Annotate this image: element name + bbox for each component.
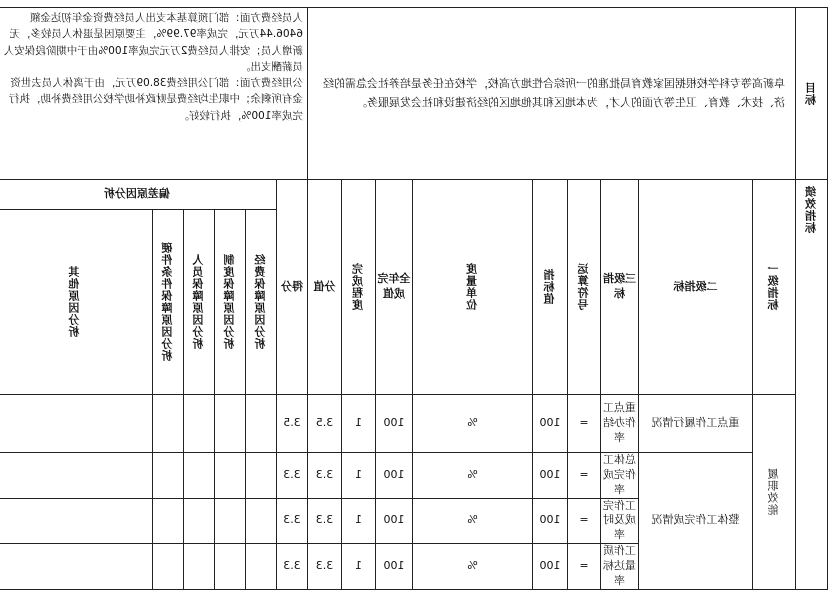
header-level2: 二级指标 xyxy=(639,180,753,395)
goal-row xyxy=(0,8,828,180)
dev-other-cell xyxy=(0,498,152,544)
dev-hardware-cell xyxy=(152,498,183,544)
dev-hardware-cell xyxy=(152,544,183,590)
actual-cell: 100 xyxy=(376,453,413,499)
table-row xyxy=(0,453,828,499)
dev-hardware-cell xyxy=(152,453,183,499)
dev-system-cell xyxy=(214,453,245,499)
level3-cell: 总体工作完成率 xyxy=(601,453,639,499)
dev-hardware-cell xyxy=(152,395,183,453)
unit-cell: % xyxy=(413,453,533,499)
weight-cell: 3.3 xyxy=(307,453,341,499)
goal-text: 阜新高等专科学校根据国家教育局批准的一所综合性地方高校，学校在任务是培养社会急需的经济、技术、教育、卫生等方面的人才，为本地区和其他地区的经济建设和社会发展服务。 xyxy=(307,8,795,180)
header-completion: 完成程度 xyxy=(342,180,376,395)
header-score: 得分 xyxy=(276,180,307,395)
dev-funding-cell xyxy=(245,544,276,590)
level3-cell: 工作完成及时率 xyxy=(601,498,639,544)
level1-cell: 履职效能 xyxy=(753,395,796,590)
header-target: 指标值 xyxy=(533,180,568,395)
completion-cell: 1 xyxy=(342,498,376,544)
dev-personnel-cell xyxy=(183,498,214,544)
dev-system-cell xyxy=(214,395,245,453)
completion-cell: 1 xyxy=(342,395,376,453)
weight-cell: 3.5 xyxy=(307,395,341,453)
target-cell: 100 xyxy=(533,453,568,499)
completion-cell: 1 xyxy=(342,544,376,590)
operator-cell: = xyxy=(568,395,601,453)
target-cell: 100 xyxy=(533,395,568,453)
dev-personnel-cell xyxy=(183,544,214,590)
performance-table xyxy=(0,7,828,590)
dev-funding-cell xyxy=(245,498,276,544)
score-cell: 3.3 xyxy=(276,453,307,499)
dev-other-cell xyxy=(0,453,152,499)
goal-label: 目标 xyxy=(796,8,828,180)
deviation-note xyxy=(0,8,307,180)
actual-cell: 100 xyxy=(376,544,413,590)
operator-cell: = xyxy=(568,544,601,590)
dev-personnel-cell xyxy=(183,395,214,453)
operator-cell: = xyxy=(568,498,601,544)
level2-cell: 重点工作履行情况 xyxy=(639,395,753,453)
dev-system-cell xyxy=(214,544,245,590)
actual-cell: 100 xyxy=(376,395,413,453)
header-weight: 分值 xyxy=(307,180,341,395)
table-row xyxy=(0,395,828,453)
dev-funding-cell xyxy=(245,453,276,499)
header-unit: 度量单位 xyxy=(413,180,533,395)
unit-cell: % xyxy=(413,395,533,453)
level2-cell: 整体工作完成情况 xyxy=(639,453,753,590)
dev-personnel-cell xyxy=(183,453,214,499)
operator-cell: = xyxy=(568,453,601,499)
dev-funding-cell xyxy=(245,395,276,453)
header-deviation-group: 偏差原因分析 xyxy=(0,180,276,210)
deviation-note-personnel: 人员经费方面：部门预算基本支出人员经费资金年初达金额6406.44万元，完成率97.99%，主要原因是退休人员较多，无新增人员；安排人员经费2万元完成率100%由于中期阶段保安人员薪酬支出。 xyxy=(3,12,303,73)
score-cell: 3.5 xyxy=(276,395,307,453)
actual-cell: 100 xyxy=(376,498,413,544)
completion-cell: 1 xyxy=(342,453,376,499)
score-cell: 3.3 xyxy=(276,544,307,590)
header-dev-other: 其他原因分析 xyxy=(0,210,152,395)
header-row-1 xyxy=(0,180,828,210)
deviation-note-public: 公用经费方面：部门公用经费38.09万元，由于离休人员去世资金有所剩余；中职生均经费是财政补助学校公用经费补助，执行完成率100%，执行较好。 xyxy=(8,77,303,122)
unit-cell: % xyxy=(413,498,533,544)
score-cell: 3.3 xyxy=(276,498,307,544)
unit-cell: % xyxy=(413,544,533,590)
target-cell: 100 xyxy=(533,544,568,590)
weight-cell: 3.3 xyxy=(307,498,341,544)
header-operator: 运算符号 xyxy=(568,180,601,395)
header-actual: 全年完成值 xyxy=(376,180,413,395)
header-dev-personnel: 人员保障原因分析 xyxy=(183,210,214,395)
header-dev-funding: 经费保障原因分析 xyxy=(245,210,276,395)
header-level1: 一级指标 xyxy=(753,180,796,395)
dev-other-cell xyxy=(0,395,152,453)
dev-system-cell xyxy=(214,498,245,544)
header-dev-hardware: 硬件条件保障原因分析 xyxy=(152,210,183,395)
target-cell: 100 xyxy=(533,498,568,544)
header-level3: 三级指标 xyxy=(601,180,639,395)
dev-other-cell xyxy=(0,544,152,590)
level3-cell: 工作质量达标率 xyxy=(601,544,639,590)
header-dev-system: 制度保障原因分析 xyxy=(214,210,245,395)
level3-cell: 重点工作办结率 xyxy=(601,395,639,453)
section-label: 绩效指标 xyxy=(796,180,828,590)
weight-cell: 3.3 xyxy=(307,544,341,590)
